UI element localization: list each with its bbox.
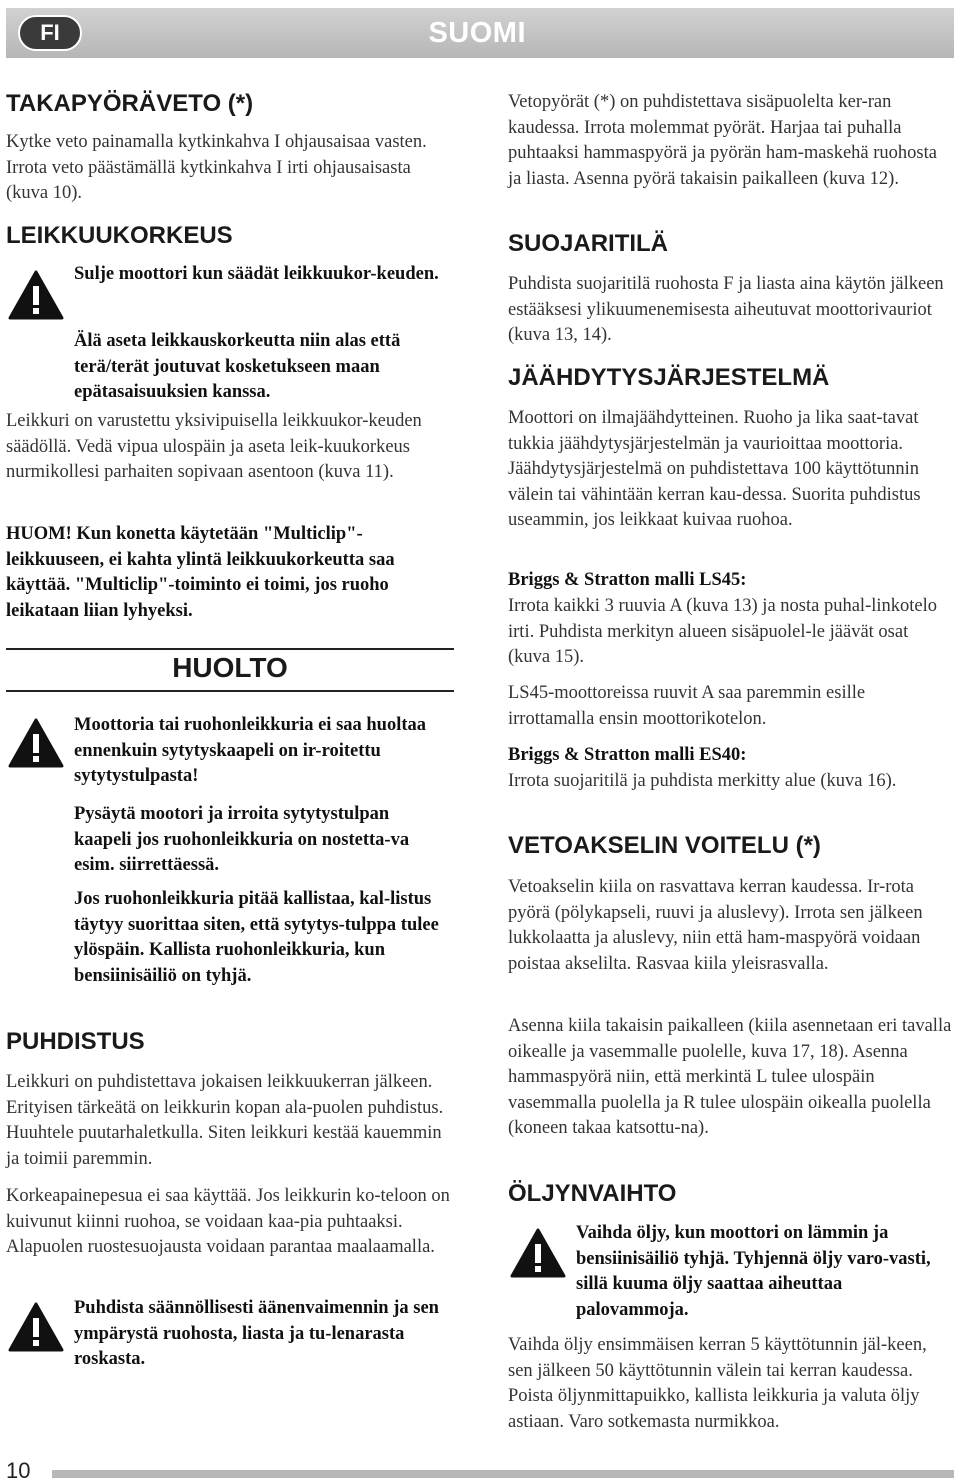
warning-icon <box>510 1228 566 1278</box>
warning-text-lifting: Pysäytä mootori ja irroita sytytystulpan kaapeli jos ruohonleikkuria on nostetta-va esim. siirrettäessä. <box>74 804 410 875</box>
heading-vetoakseli: VETOAKSELIN VOITELU (*) <box>508 832 821 859</box>
paragraph-leikkuri: Leikkuri on varustettu yksivipuisella leikkuukor-keuden säädöllä. Vedä vipua ulospäin ja aseta leik-kuukorkeus nurmikollesi parhaiten sopivaan asentoon (kuva 11). <box>6 411 422 482</box>
subheading-ls45: Briggs & Stratton malli LS45: <box>508 570 747 590</box>
heading-puhdistus: PUHDISTUS <box>6 1028 145 1055</box>
heading-jaahdytysjarjestelma: JÄÄHDYTYSJÄRJESTELMÄ <box>508 364 830 391</box>
paragraph-puhdistus-1: Leikkuri on puhdistettava jokaisen leikkuukerran jälkeen. Erityisen tärkeätä on leikkurin kopan ala-puolen puhdistus. Huuhtele puutarhaletkulla. Siten leikkuri kestää kauemmin ja toimii paremmin. <box>6 1072 444 1169</box>
heading-oljynvaihto: ÖLJYNVAIHTO <box>508 1180 677 1207</box>
paragraph-vetoakseli-2: Asenna kiila takaisin paikalleen (kiila asennetaan eri tavalla oikealle ja vasemmalle puolelle, kuva 17, 18). Asenna hammaspyörä niin, että merkintä L tulee ulospäin vasemmalla puolella ja R tulee ulospäin oikealla puolella (koneen takaa katsottu-na). <box>508 1016 952 1138</box>
language-title: SUOMI <box>428 17 526 49</box>
page-header <box>6 8 954 58</box>
paragraph-takapyoraveto: Kytke veto painamalla kytkinkahva I ohjausaisaa vasten. Irrota veto päästämällä kytkinkahva I irti ohjausaisasta (kuva 10). <box>6 132 427 203</box>
warning-text-spark-plug: Moottoria tai ruohonleikkuria ei saa huoltaa ennenkuin sytytyskaapeli on ir-roitettu sytytystulpasta! <box>74 715 427 786</box>
warning-text-muffler: Puhdista säännöllisesti äänenvaimennin ja sen ympärystä ruohosta, liasta ja tu-lenarasta roskasta. <box>74 1298 439 1369</box>
divider-top <box>6 648 454 650</box>
page-number: 10 <box>6 1458 31 1483</box>
heading-huolto: HUOLTO <box>172 652 288 683</box>
language-badge: FI <box>18 15 82 51</box>
heading-takapyoraveto: TAKAPYÖRÄVETO (*) <box>6 90 254 117</box>
paragraph-vetoakseli-1: Vetoakselin kiila on rasvattava kerran kaudessa. Ir-rota pyörä (pölykapseli, ruuvi ja aluslevy). Irrota sen jälkeen lukkolaatta ja aluslevy, niin että ham-maspyörä voidaan poistaa akselilta. Rasvaa kiila yleisrasvalla. <box>508 877 923 974</box>
paragraph-ls45-b: LS45-moottoreissa ruuvit A saa paremmin esille irrottamalla ensin moottorikotelon. <box>508 683 866 729</box>
paragraph-ls45: Irrota kaikki 3 ruuvia A (kuva 13) ja nosta puhal-linkotelo irti. Puhdista merkityn alueen sisäpuolel-le jäävät osat (kuva 15). <box>508 596 937 667</box>
warning-icon <box>8 1302 64 1352</box>
subheading-es40: Briggs & Stratton malli ES40: <box>508 745 747 765</box>
paragraph-jaahdytys: Moottori on ilmajäähdytteinen. Ruoho ja lika saat-tavat tukkia jäähdytysjärjestelmän ja vaurioittaa moottoria. Jäähdytysjärjestelmä on puhdistettava 100 käyttötunnin välein tai vähintään kerran kau-dessa. Suorita puhdistus useammin, jos leikkaat kuivaa ruohoa. <box>508 408 921 530</box>
warning-text-tilting: Jos ruohonleikkuria pitää kallistaa, kal-listus täytyy suorittaa siten, että sytytys-tulppa tulee ylöspäin. Kallista ruohonleikkuria, kun bensiinisäiliö on tyhjä. <box>74 889 439 986</box>
warning-icon <box>8 270 64 320</box>
heading-leikkuukorkeus: LEIKKUUKORKEUS <box>6 222 233 249</box>
divider-bottom <box>6 690 454 692</box>
paragraph-vetopyorat: Vetopyörät (*) on puhdistettava sisäpuolelta ker-ran kaudessa. Irrota molemmat pyörät. Harjaa tai puhalla puhtaaksi hammaspyörä ja pyörän ham-maskehä ruohosta ja liasta. Asenna pyörä takaisin paikalleen (kuva 12). <box>508 92 937 189</box>
paragraph-huom: HUOM! Kun konetta käytetään "Multiclip"-leikkuuseen, ei kahta ylintä leikkuukorkeutta saa käyttää. "Multiclip"-toiminto ei toimi, jos ruoho leikataan liian lyhyeksi. <box>6 524 395 621</box>
warning-text-engine-off: Sulje moottori kun säädät leikkuukor-keuden. <box>74 264 439 284</box>
paragraph-oljynvaihto: Vaihda öljy ensimmäisen kerran 5 käyttötunnin jäl-keen, sen jälkeen 50 käyttötunnin välein tai kerran kaudessa. Poista öljynmittapuikko, kallista leikkuria ja valuta öljy astiaan. Varo sotkemasta nurmikkoa. <box>508 1335 927 1432</box>
warning-icon <box>8 718 64 768</box>
paragraph-puhdistus-2: Korkeapainepesua ei saa käyttää. Jos leikkurin ko-teloon on kuivunut kiinni ruohoa, se voidaan kaa-pia puhtaaksi. Alapuolen ruostesuojausta voidaan parantaa maalaamalla. <box>6 1186 450 1257</box>
footer-bar <box>52 1470 954 1478</box>
warning-text-oil: Vaihda öljy, kun moottori on lämmin ja bensiinisäiliö tyhjä. Tyhjennä öljy varo-vasti, sillä kuuma öljy saattaa aiheuttaa palovammoja. <box>576 1223 931 1320</box>
warning-text-cutting-height: Älä aseta leikkauskorkeutta niin alas että terä/terät joutuvat kosketukseen maan epätasaisuuksien kanssa. <box>74 331 401 402</box>
heading-suojaritila: SUOJARITILÄ <box>508 230 669 257</box>
paragraph-suojaritila: Puhdista suojaritilä ruohosta F ja liasta aina käytön jälkeen estääksesi ylikuumenemisesta aiheutuvat moottorivauriot (kuva 13, 14). <box>508 274 944 345</box>
paragraph-es40: Irrota suojaritilä ja puhdista merkitty alue (kuva 16). <box>508 771 897 791</box>
